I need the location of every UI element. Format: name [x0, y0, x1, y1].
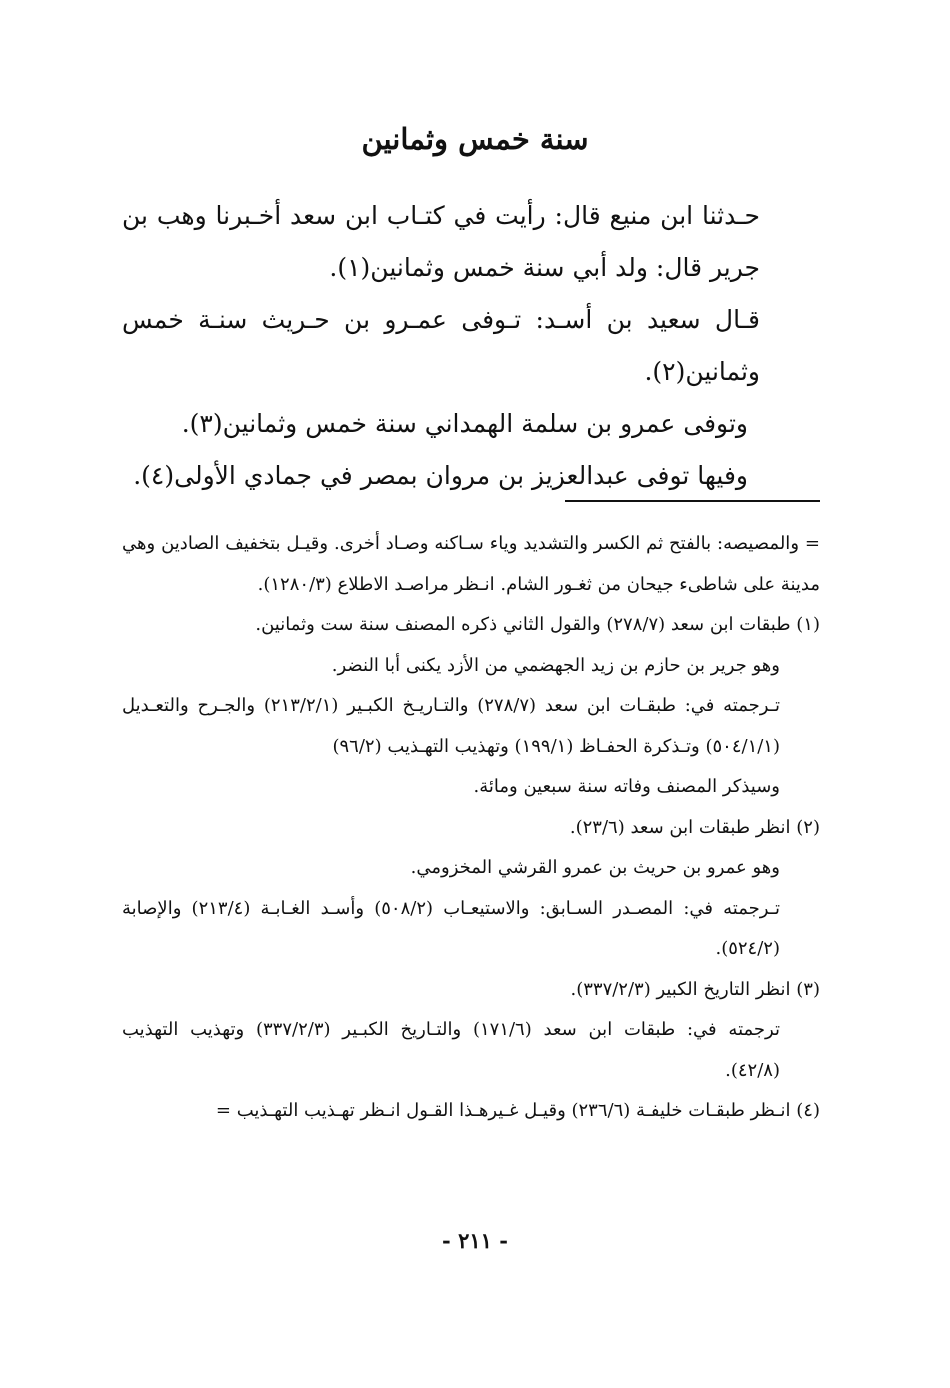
footnote-4: (٤) انـظر طبقـات خليفـة (٢٣٦/٦) وقيـل غـيرهـذا القـول انـظر تهـذيب التهـذيب = [215, 1100, 820, 1121]
footnote-1-line: وهو جرير بن حازم بن زيد الجهضمي من الأزد يكنى أبا النضر. [331, 654, 780, 676]
footnote-1: (١) طبقات ابن سعد (٢٧٨/٧) والقول الثاني ذكره المصنف سنة ست وثمانين. [255, 614, 820, 635]
footnote-1-line: وسيذكر المصنف وفاته سنة سبعين ومائة. [473, 776, 780, 797]
footnote-3-line: ترجمته في: طبقات ابن سعد (١٧١/٦) والتـاريخ الكبـير (٣٣٧/٢/٣) وتهذيب التهذيب (٤٢/٨). [122, 1019, 780, 1081]
footnote-2: (٢) انظر طبقات ابن سعد (٢٣/٦). [569, 816, 820, 838]
main-text [122, 190, 820, 502]
footnote-3: (٣) انظر التاريخ الكبير (٣٣٧/٢/٣). [570, 978, 820, 1000]
footnote-continuation: = والمصيصه: بالفتح ثم الكسر والتشديد وياء سـاكنه وصـاد أخرى. وقيـل بتخفيف الصادين وهي مدينة على شاطىء جيحان من ثغـور الشام. انـظر مراصـد الاطلاع (١٢٨٠/٣). [122, 533, 820, 595]
paragraph-4: وفيها توفى عبدالعزيز بن مروان بمصر في جمادي الأولى(٤). [133, 461, 748, 490]
page-title: سنة خمس وثمانين [361, 122, 589, 156]
footnote-1-line: تـرجمته في: طبقـات ابن سعد (٢٧٨/٧) والتـاريـخ الكبـير (٢١٣/٢/١) والجـرح والتعـديل (٥٠٤/١/١) وتـذكرة الحفـاظ (١٩٩/١) وتهذيب التهـذيب (٩٦/٢) [122, 695, 780, 757]
paragraph-1: حـدثنا ابن منيع قال: رأيت في كتـاب ابن سعد أخـبرنا وهب بن جرير قال: ولد أبي سنة خمس وثمانين(١). [122, 201, 760, 282]
paragraph-3: وتوفى عمرو بن سلمة الهمداني سنة خمس وثمانين(٣). [181, 409, 748, 438]
footnotes [122, 524, 820, 1132]
page-number: - ٢١١ - [442, 1228, 508, 1253]
paragraph-2: قـال سعيد بن أسـد: تـوفى عمـرو بن حـريث سنـة خمس وثمانين(٢). [122, 305, 760, 386]
footnote-2-line: تـرجمته في: المصـدر السـابق: والاستيعـاب (٥٠٨/٢) وأسـد الغـابـة (٢١٣/٤) والإصابة (٥٢٤/٢). [122, 897, 780, 959]
footnote-2-line: وهو عمرو بن حريث بن عمرو القرشي المخزومي. [410, 857, 780, 878]
footnote-separator [565, 500, 820, 502]
